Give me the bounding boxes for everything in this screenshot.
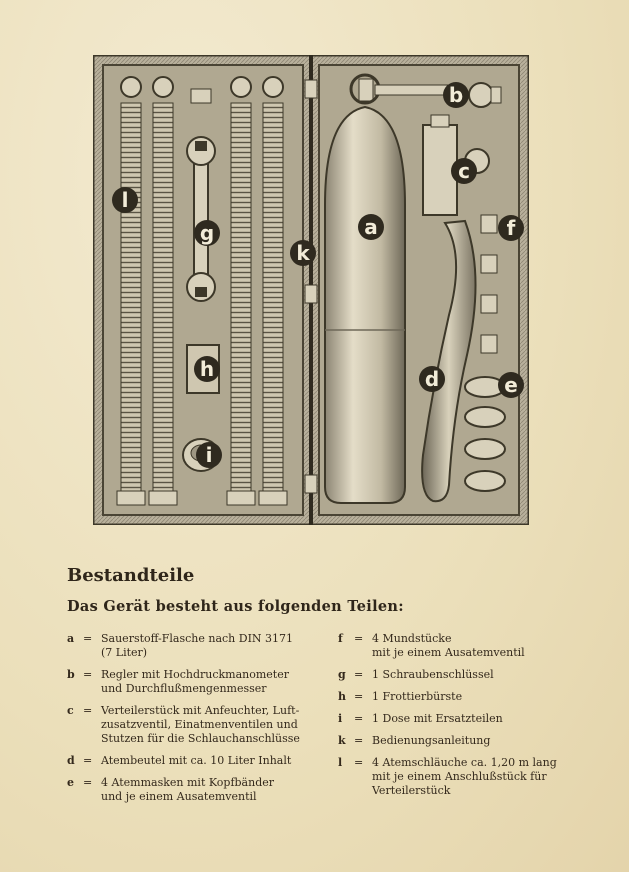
part-description-line: 4 Atemmasken mit Kopfbänder (101, 776, 275, 789)
svg-text:k: k (296, 241, 310, 265)
part-item (67, 776, 325, 804)
part-key: f (338, 632, 343, 645)
hose-1 (117, 77, 145, 505)
part-key: l (338, 756, 343, 769)
part-description (101, 776, 325, 804)
part-key: i (338, 712, 343, 725)
part-description-line: Verteilerstück mit Anfeuchter, Luft- (101, 704, 300, 717)
label-d (419, 366, 445, 392)
part-equals: = (354, 712, 364, 725)
part-item (67, 754, 325, 768)
manufacturer-badge (191, 89, 211, 103)
part-description (372, 712, 568, 726)
equipment-case-illustration (93, 55, 529, 525)
part-equals: = (83, 704, 93, 717)
part-description (372, 668, 568, 682)
part-equals: = (83, 776, 93, 789)
part-key: k (338, 734, 346, 747)
part-key: a (67, 632, 75, 645)
label-a (358, 214, 384, 240)
part-item (338, 690, 568, 704)
part-description-line: Stutzen für die Schlauchanschlüsse (101, 732, 300, 745)
svg-text:h: h (199, 357, 215, 381)
section-subtitle: Das Gerät besteht aus folgenden Teilen: (67, 598, 404, 615)
part-description (101, 632, 325, 660)
svg-text:a: a (364, 215, 378, 239)
part-description-line: 1 Frottierbürste (372, 690, 463, 703)
label-f (498, 215, 524, 241)
label-b (443, 82, 469, 108)
part-description-line: Verteilerstück (372, 784, 451, 797)
part-description-line: Atembeutel mit ca. 10 Liter Inhalt (101, 754, 292, 767)
part-description-line: und Durchflußmengenmesser (101, 682, 267, 695)
part-item (338, 712, 568, 726)
part-equals: = (354, 734, 364, 747)
part-description-line: 1 Schraubenschlüssel (372, 668, 494, 681)
part-equals: = (354, 756, 364, 769)
label-k (290, 240, 316, 266)
part-item (338, 734, 568, 748)
part-equals: = (354, 668, 364, 681)
part-equals: = (354, 632, 364, 645)
part-item (338, 632, 568, 660)
oxygen-cylinder (325, 75, 405, 503)
svg-text:g: g (199, 221, 215, 245)
part-key: e (67, 776, 74, 789)
part-item (67, 668, 325, 696)
part-description-line: Sauerstoff-Flasche nach DIN 3171 (101, 632, 294, 645)
part-equals: = (354, 690, 364, 703)
part-equals: = (83, 632, 93, 645)
part-description-line: Regler mit Hochdruckmanometer (101, 668, 289, 681)
part-description-line: (7 Liter) (101, 646, 148, 659)
part-equals: = (83, 668, 93, 681)
part-description (101, 754, 325, 768)
part-key: h (338, 690, 346, 703)
svg-text:c: c (458, 159, 470, 183)
svg-text:b: b (448, 83, 464, 107)
part-key: g (338, 668, 346, 681)
part-description (372, 756, 568, 798)
hose-4 (259, 77, 287, 505)
svg-text:i: i (205, 443, 213, 467)
part-item (67, 704, 325, 746)
svg-text:d: d (424, 367, 440, 391)
part-description (372, 632, 568, 660)
hose-3 (227, 77, 255, 505)
part-item (338, 668, 568, 682)
svg-text:f: f (506, 216, 516, 240)
section-title: Bestandteile (67, 565, 195, 586)
part-description (101, 704, 325, 746)
part-key: b (67, 668, 75, 681)
part-equals: = (83, 754, 93, 767)
hose-2 (149, 77, 177, 505)
part-item (67, 632, 325, 660)
parts-list-right (338, 632, 568, 806)
part-description-line: zusatzventil, Einatmenventilen und (101, 718, 298, 731)
part-description-line: 4 Atemschläuche ca. 1,20 m lang (372, 756, 557, 769)
part-key: c (67, 704, 74, 717)
label-h (194, 356, 220, 382)
parts-list-left (67, 632, 325, 812)
part-key: d (67, 754, 75, 767)
label-i (196, 442, 222, 468)
part-item (338, 756, 568, 798)
label-g (194, 220, 220, 246)
part-description-line: 4 Mundstücke (372, 632, 452, 645)
part-description (372, 734, 568, 748)
svg-text:l: l (121, 188, 129, 212)
part-description (372, 690, 568, 704)
part-description-line: 1 Dose mit Ersatzteilen (372, 712, 503, 725)
part-description-line: mit je einem Ausatemventil (372, 646, 525, 659)
part-description-line: und je einem Ausatemventil (101, 790, 257, 803)
part-description-line: mit je einem Anschlußstück für (372, 770, 547, 783)
part-description-line: Bedienungsanleitung (372, 734, 491, 747)
svg-text:e: e (504, 373, 518, 397)
label-l (112, 187, 138, 213)
label-e (498, 372, 524, 398)
label-c (451, 158, 477, 184)
part-description (101, 668, 325, 696)
